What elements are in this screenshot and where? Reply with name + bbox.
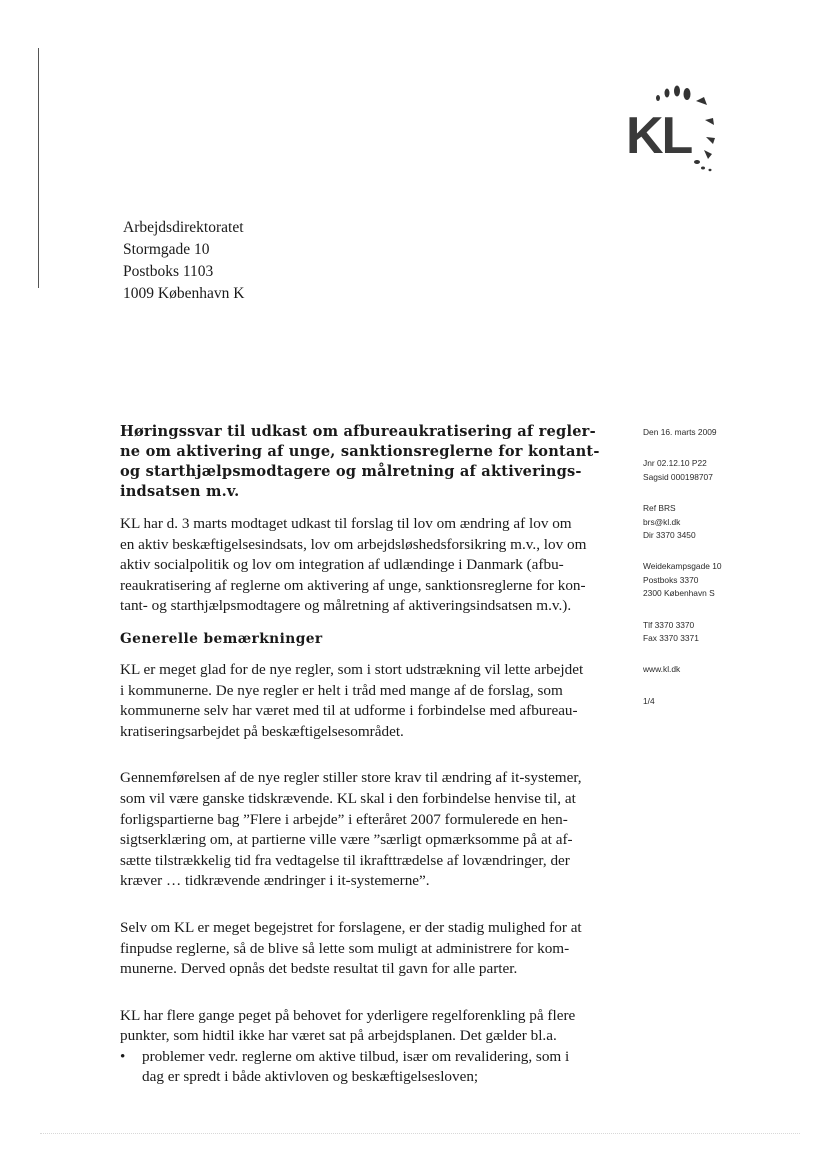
scan-artifact xyxy=(40,1133,800,1135)
case-id: Sagsid 000198707 xyxy=(643,471,713,482)
direct-phone: Dir 3370 3450 xyxy=(643,530,696,541)
phone: Tlf 3370 3370 xyxy=(643,619,695,630)
text-line: munerne. Derved opnås det bedste resultat til gavn for alle parter. xyxy=(120,960,518,978)
title-line: og starthjælpsmodtagere og målretning af aktiverings- xyxy=(120,463,582,480)
text-line: dag er spredt i både aktivloven og beskæftigelsesloven; xyxy=(142,1068,479,1086)
text-line: aktiv socialpolitik og lov om integration af udlændinge i Danmark (afbu- xyxy=(120,556,564,574)
kl-logo-text: KL xyxy=(626,107,692,165)
sidebar-metadata xyxy=(643,426,813,720)
text-line: i kommunerne. De nye regler er helt i tråd med mange af de forslag, som xyxy=(120,681,563,699)
text-line: kræver … tidkrævende ændringer i it-systemerne”. xyxy=(120,872,430,890)
journal-number: Jnr 02.12.10 P22 xyxy=(643,458,707,469)
address-line: Postboks 1103 xyxy=(123,263,214,280)
text-line: en aktiv beskæftigelsesindsats, lov om arbejdsløshedsforsikring m.v., lov om xyxy=(120,535,587,553)
text-line: tant- og starthjælpsmodtagere og målretning af aktiveringsindsatsen m.v.). xyxy=(120,597,572,615)
title-line: indsatsen m.v. xyxy=(120,483,240,500)
sender-city: 2300 København S xyxy=(643,588,715,599)
paragraph xyxy=(120,918,615,980)
address-line: Arbejdsdirektoratet xyxy=(123,219,244,236)
email: brs@kl.dk xyxy=(643,516,681,527)
text-line: punkter, som hidtil ikke har været sat på arbejdsplanen. Det gælder bl.a. xyxy=(120,1027,557,1045)
text-line: finpudse reglerne, så de blive så lette som muligt at administrere for kom- xyxy=(120,939,570,957)
text-line: Gennemførelsen af de nye regler stiller store krav til ændring af it-systemer, xyxy=(120,769,582,787)
text-line: kratiseringsarbejdet på beskæftigelsesområdet. xyxy=(120,722,404,740)
fax: Fax 3370 3371 xyxy=(643,633,699,644)
text-line: KL har d. 3 marts modtaget udkast til forslag til lov om ændring af lov om xyxy=(120,515,572,532)
page-number: 1/4 xyxy=(643,695,655,706)
address-line: Stormgade 10 xyxy=(123,241,210,258)
text-line: KL har flere gange peget på behovet for yderligere regelforenkling på flere xyxy=(120,1006,576,1024)
text-line: forligspartierne bag ”Flere i arbejde” i efteråret 2007 formulerede en hen- xyxy=(120,810,568,828)
section-heading: Generelle bemærkninger xyxy=(120,630,323,647)
margin-rule xyxy=(38,48,39,288)
sender-street: Weidekampsgade 10 xyxy=(643,561,722,572)
bullet-text xyxy=(142,1047,569,1088)
letter-body xyxy=(120,422,615,1088)
text-line: Selv om KL er meget begejstret for forslagene, er der stadig mulighed for at xyxy=(120,918,582,936)
title-line: ne om aktivering af unge, sanktionsreglerne for kontant- xyxy=(120,443,600,460)
text-line: sigtserklæring om, at partierne ville være ”særligt opmærksomme på at af- xyxy=(120,831,573,849)
letter-title xyxy=(120,422,615,502)
text-line: KL er meget glad for de nye regler, som i stort udstrækning vil lette arbejdet xyxy=(120,660,584,678)
address-line: 1009 København K xyxy=(123,285,245,302)
recipient-address xyxy=(123,217,244,305)
list-item xyxy=(120,1047,615,1088)
paragraph xyxy=(120,768,615,892)
letter-date: Den 16. marts 2009 xyxy=(643,427,717,437)
paragraph xyxy=(120,660,615,742)
reference: Ref BRS xyxy=(643,503,676,514)
kl-logo xyxy=(618,80,738,190)
paragraph xyxy=(120,1006,615,1047)
intro-paragraph xyxy=(120,514,615,617)
title-line: Høringssvar til udkast om afbureaukratisering af regler- xyxy=(120,423,596,440)
website: www.kl.dk xyxy=(643,664,681,675)
bullet-icon: • xyxy=(120,1047,126,1065)
text-line: reaukratisering af reglerne om aktivering af unge, sanktionsreglerne for kon- xyxy=(120,576,586,594)
text-line: kommunerne selv har været med til at udforme i forbindelse med afbureau- xyxy=(120,702,578,720)
sender-postbox: Postboks 3370 xyxy=(643,574,699,585)
text-line: som vil være ganske tidskrævende. KL skal i den forbindelse henvise til, at xyxy=(120,789,576,807)
text-line: sætte tilstrækkelig tid fra vedtagelse til ikrafttrædelse af lovændringer, der xyxy=(120,851,570,869)
text-line: problemer vedr. reglerne om aktive tilbud, især om revalidering, som i xyxy=(142,1047,570,1065)
